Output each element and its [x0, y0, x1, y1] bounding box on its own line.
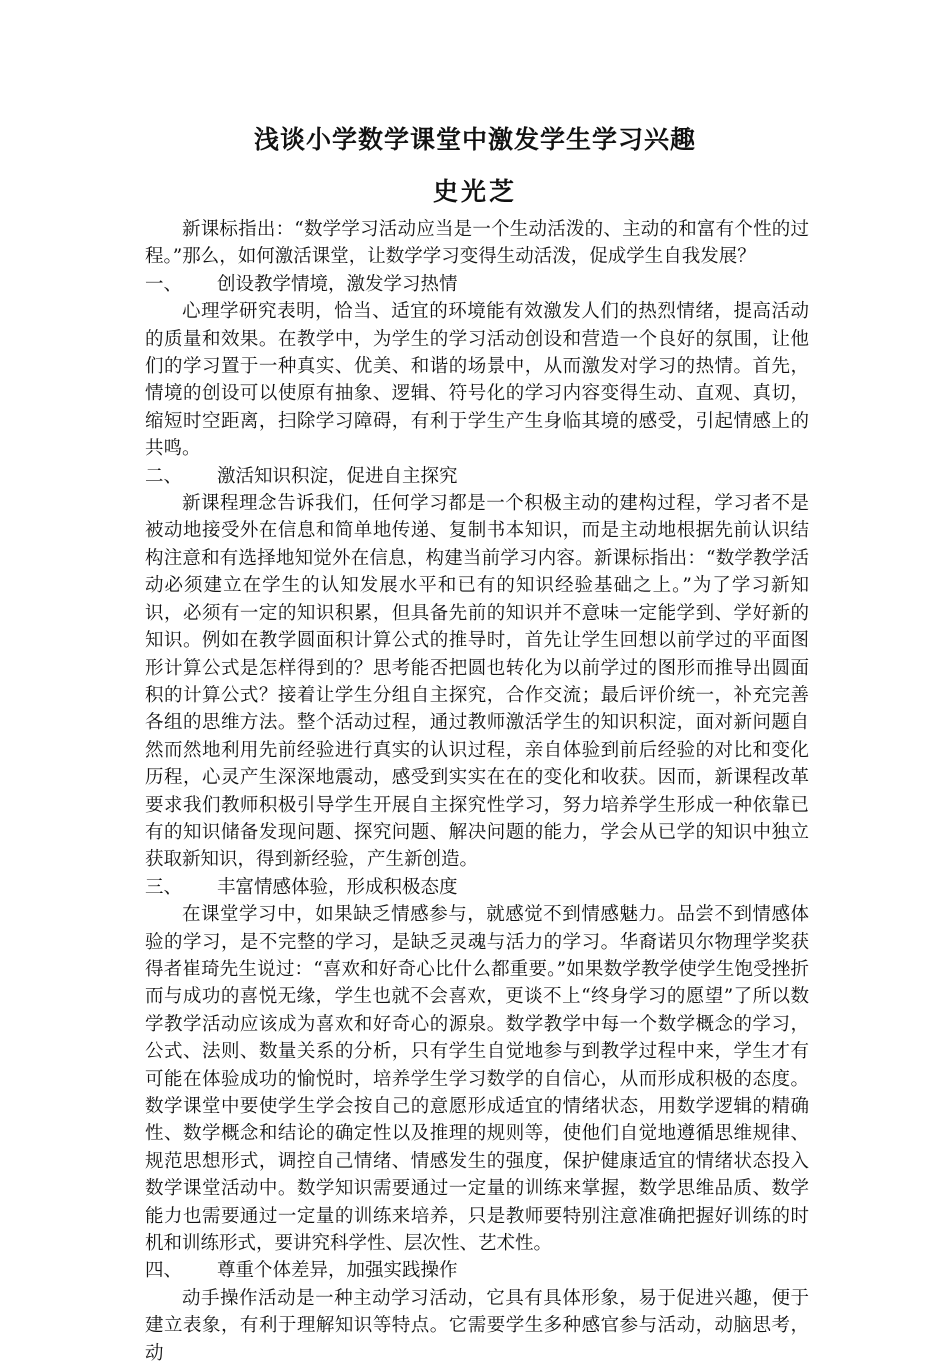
section-paragraph-2: 新课程理念告诉我们，任何学习都是一个积极主动的建构过程，学习者不是被动地接受外在信息和简单地传递、复制书本知识，而是主动地根据先前认识结构注意和有选择地知觉外在信息，构建当前学习内容。新课标指出：“数学教学活动必须建立在学生的认知发展水平和已有的知识经验基础之上。”为了学习新知识，必须有一定的知识积累，但具备先前的知识并不意味一定能学到、学好新的知识。例如在教学圆面积计算公式的推导时，首先让学生回想以前学过的平面图形计算公式是怎样得到的？思考能否把圆也转化为以前学过的图形而推导出圆面积的计算公式？接着让学生分组自主探究，合作交流；最后评价统一，补充完善各组的思维方法。整个活动过程，通过教师激活学生的知识积淀，面对新问题自然而然地利用先前经验进行真实的认识过程，亲自体验到前后经验的对比和变化历程，心灵产生深深地震动，感受到实实在在的变化和收获。因而，新课程改革要求我们教师积极引导学生开展自主探究性学习，努力培养学生形成一种依靠已有的知识储备发现问题、探究问题、解决问题的能力，学会从已学的知识中独立获取新知识，得到新经验，产生新创造。	[145, 493, 809, 871]
section-paragraph-1: 心理学研究表明，恰当、适宜的环境能有效激发人们的热烈情绪，提高活动的质量和效果。在教学中，为学生的学习活动创设和营造一个良好的氛围，让他们的学习置于一种真实、优美、和谐的场景中，从而激发对学习的热情。首先，情境的创设可以使原有抽象、逻辑、符号化的学习内容变得生动、直观、真切，缩短时空距离，扫除学习障碍，有利于学生产生身临其境的感受，引起情感上的共鸣。	[145, 301, 809, 460]
section-paragraph-4: 动手操作活动是一种主动学习活动，它具有具体形象，易于促进兴趣，便于建立表象，有利于理解知识等特点。它需要学生多种感官参与活动，动脑思考，动	[145, 1287, 809, 1364]
section-heading-2	[145, 463, 809, 490]
intro-paragraph: 新课标指出：“数学学习活动应当是一个生动活泼的、主动的和富有个性的过程。”那么，如何激活课堂，让数学学习变得生动活泼，促成学生自我发展？	[145, 219, 809, 268]
document-body	[145, 216, 809, 1367]
section-number: 三、	[145, 876, 183, 898]
section-heading-1	[145, 271, 809, 298]
document-title: 浅谈小学数学课堂中激发学生学习兴趣	[253, 125, 696, 154]
section-heading-3	[145, 874, 809, 901]
section-number: 一、	[145, 273, 183, 295]
section-title: 创设教学情境，激发学习热情	[217, 273, 458, 295]
section-title: 激活知识积淀，促进自主探究	[217, 465, 458, 487]
section-title: 丰富情感体验，形成积极态度	[217, 876, 458, 898]
section-number: 四、	[145, 1260, 183, 1282]
author-name: 史光芝	[432, 177, 517, 206]
section-heading-4	[145, 1257, 809, 1284]
section-title: 尊重个体差异，加强实践操作	[217, 1260, 458, 1282]
section-number: 二、	[145, 465, 183, 487]
section-paragraph-3: 在课堂学习中，如果缺乏情感参与，就感觉不到情感魅力。品尝不到情感体验的学习，是不完整的学习，是缺乏灵魂与活力的学习。华裔诺贝尔物理学奖获得者崔琦先生说过：“喜欢和好奇心比什么都重要。”如果数学教学使学生饱受挫折而与成功的喜悦无缘，学生也就不会喜欢，更谈不上“终身学习的愿望”了所以数学教学活动应该成为喜欢和好奇心的源泉。数学教学中每一个数学概念的学习，公式、法则、数量关系的分析，只有学生自觉地参与到教学过程中来，学生才有可能在体验成功的愉悦时，培养学生学习数学的自信心，从而形成积极的态度。数学课堂中要使学生学会按自己的意愿形成适宜的情绪状态，用数学逻辑的精确性、数学概念和结论的确定性以及推理的规则等，使他们自觉地遵循思维规律、规范思想形式，调控自己情绪、情感发生的强度，保护健康适宜的情绪状态投入数学课堂活动中。数学知识需要通过一定量的训练来掌握，数学思维品质、数学能力也需要通过一定量的训练来培养，只是教师要特别注意准确把握好训练的时机和训练形式，要讲究科学性、层次性、艺术性。	[145, 904, 809, 1255]
